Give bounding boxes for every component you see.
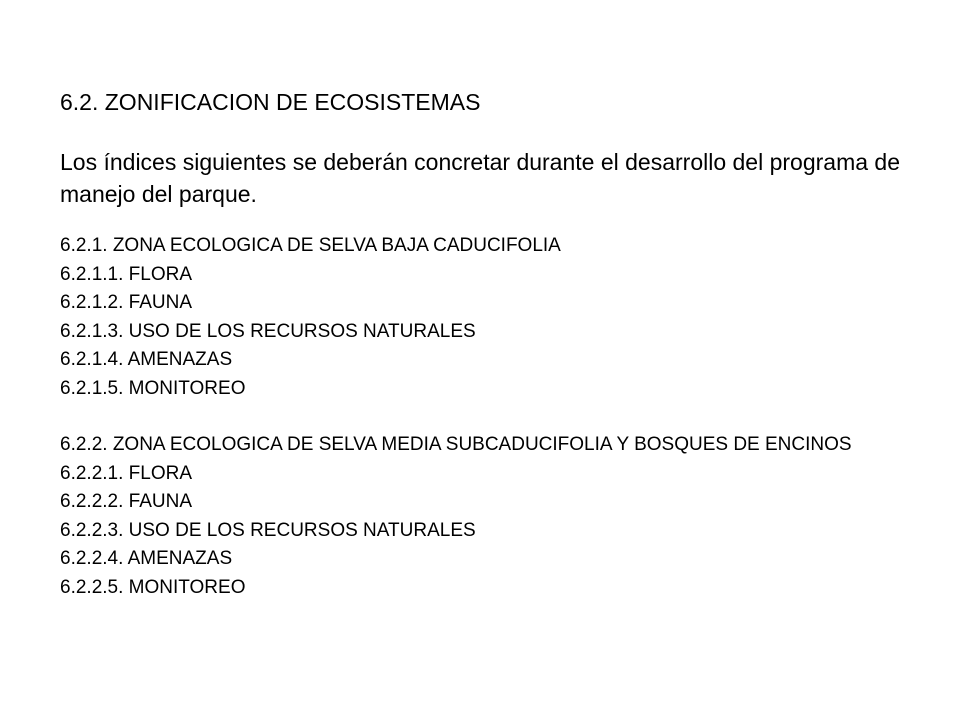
list-item-recursos: 6.2.1.3. USO DE LOS RECURSOS NATURALES <box>60 320 476 342</box>
section-heading: 6.2.2. ZONA ECOLOGICA DE SELVA MEDIA SUBCADUCIFOLIA Y BOSQUES DE ENCINOS <box>60 434 852 455</box>
list-item-flora: 6.2.1.1. FLORA <box>60 263 193 285</box>
list-item-fauna: 6.2.2.2. FAUNA <box>60 491 193 512</box>
list-item-flora: 6.2.2.1. FLORA <box>60 462 193 484</box>
section-selva-media <box>60 431 900 602</box>
slide-content <box>60 88 900 602</box>
intro-paragraph: Los índices siguientes se deberán concretar durante el desarrollo del programa de manejo del parque. <box>60 149 901 207</box>
section-selva-baja <box>60 232 900 403</box>
list-item-amenazas: 6.2.1.4. AMENAZAS <box>60 349 233 370</box>
section-heading: 6.2.1. ZONA ECOLOGICA DE SELVA BAJA CADUCIFOLIA <box>60 235 561 256</box>
slide-title: 6.2. ZONIFICACION DE ECOSISTEMAS <box>60 89 481 115</box>
list-item-monitoreo: 6.2.2.5. MONITOREO <box>60 576 246 598</box>
list-item-amenazas: 6.2.2.4. AMENAZAS <box>60 548 233 569</box>
list-item-monitoreo: 6.2.1.5. MONITOREO <box>60 377 246 399</box>
list-item-recursos: 6.2.2.3. USO DE LOS RECURSOS NATURALES <box>60 519 476 541</box>
list-item-fauna: 6.2.1.2. FAUNA <box>60 292 193 313</box>
